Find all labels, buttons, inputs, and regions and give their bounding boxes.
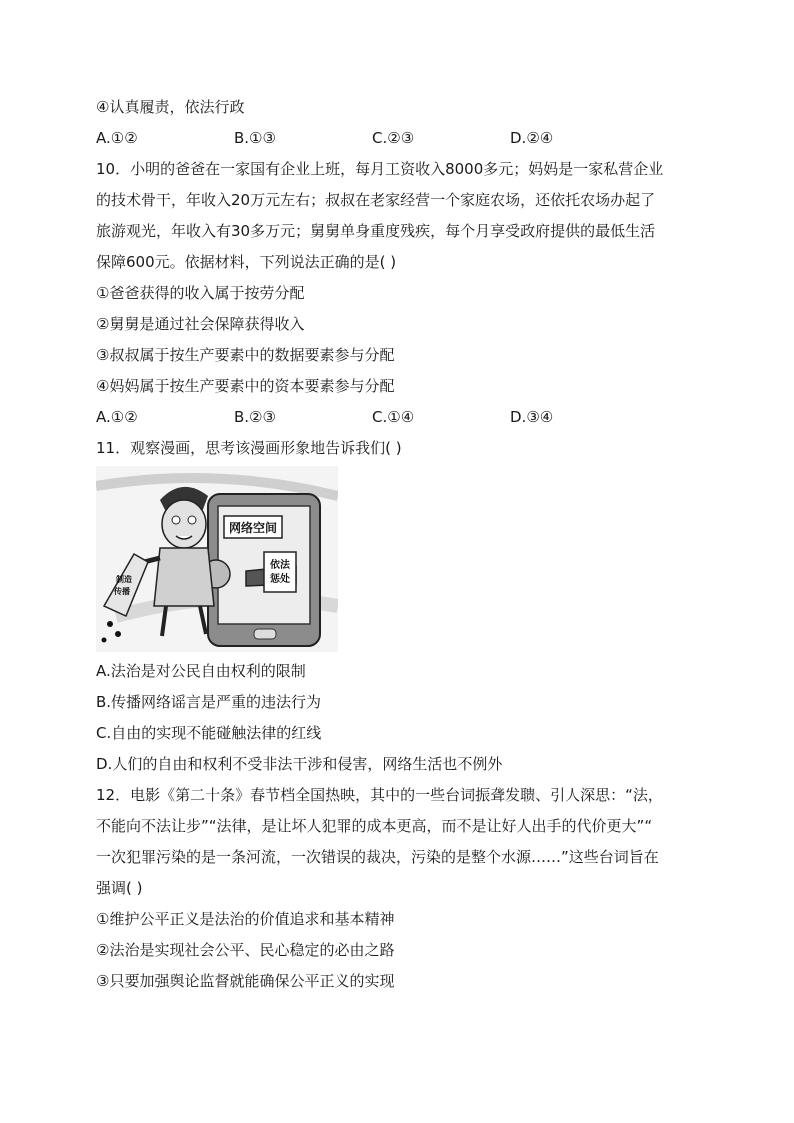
q10-statement-4: ④妈妈属于按生产要素中的资本要素参与分配 (96, 377, 395, 395)
cartoon-sign-text-2: 惩处 (270, 574, 290, 585)
cartoon-megaphone-text-2: 传播 (114, 587, 130, 596)
q9-option-c[interactable]: C.②③ (372, 129, 415, 147)
q10-option-d[interactable]: D.③④ (510, 408, 554, 426)
q10-option-b[interactable]: B.②③ (234, 408, 276, 426)
q12-statement-2: ②法治是实现社会公平、民心稳定的必由之路 (96, 941, 395, 959)
q10-stem-line-3: 旅游观光，年收入有30多万元；舅舅单身重度残疾，每个月享受政府提供的最低生活 (96, 222, 656, 240)
cartoon-megaphone-text-1: 制造 (116, 575, 132, 584)
q9-option-b[interactable]: B.①③ (234, 129, 276, 147)
q11-choice-a[interactable]: A.法治是对公民自由权利的限制 (96, 662, 306, 680)
q12-statement-1: ①维护公平正义是法治的价值追求和基本精神 (96, 910, 395, 928)
q10-statement-1: ①爸爸获得的收入属于按劳分配 (96, 284, 305, 302)
q12-stem-line-2: 不能向不法让步”“法律，是让坏人犯罪的成本更高，而不是让好人出手的代价更大”“ (96, 817, 653, 835)
q9-statement-4: ④认真履责，依法行政 (96, 98, 245, 116)
q12-stem-line-3: 一次犯罪污染的是一条河流，一次错误的裁决，污染的是整个水源……”这些台词旨在 (96, 848, 659, 866)
cartoon-screen-text: 网络空间 (228, 521, 278, 535)
q11-choice-c[interactable]: C.自由的实现不能碰触法律的红线 (96, 724, 322, 742)
q9-option-d[interactable]: D.②④ (510, 129, 554, 147)
q10-stem-line-1: 10．小明的爸爸在一家国有企业上班，每月工资收入8000多元；妈妈是一家私营企业 (96, 160, 664, 178)
q9-option-a[interactable]: A.①② (96, 129, 138, 147)
q12-stem-line-1: 12．电影《第二十条》春节档全国热映，其中的一些台词振聋发聩、引人深思：“法， (96, 786, 663, 804)
q10-statement-2: ②舅舅是通过社会保障获得收入 (96, 315, 305, 333)
q11-stem: 11．观察漫画，思考该漫画形象地告诉我们( ) (96, 439, 402, 457)
q10-stem-line-2: 的技术骨干，年收入20万元左右；叔叔在老家经营一个家庭农场，还依托农场办起了 (96, 191, 656, 209)
q10-option-c[interactable]: C.①④ (372, 408, 415, 426)
q10-statement-3: ③叔叔属于按生产要素中的数据要素参与分配 (96, 346, 395, 364)
q12-stem-line-4: 强调( ) (96, 879, 143, 897)
q11-cartoon (96, 466, 338, 652)
cartoon-illustration (96, 466, 338, 652)
q9-options (96, 123, 706, 154)
cartoon-sign-text-1: 依法 (270, 560, 290, 571)
q10-option-a[interactable]: A.①② (96, 408, 138, 426)
q11-choice-d[interactable]: D.人们的自由和权利不受非法干涉和侵害，网络生活也不例外 (96, 755, 503, 773)
q10-stem-line-4: 保障600元。依据材料，下列说法正确的是( ) (96, 253, 397, 271)
exam-page (96, 92, 706, 997)
q11-choice-b[interactable]: B.传播网络谣言是严重的违法行为 (96, 693, 322, 711)
q10-options (96, 402, 706, 433)
q12-statement-3: ③只要加强舆论监督就能确保公平正义的实现 (96, 972, 395, 990)
